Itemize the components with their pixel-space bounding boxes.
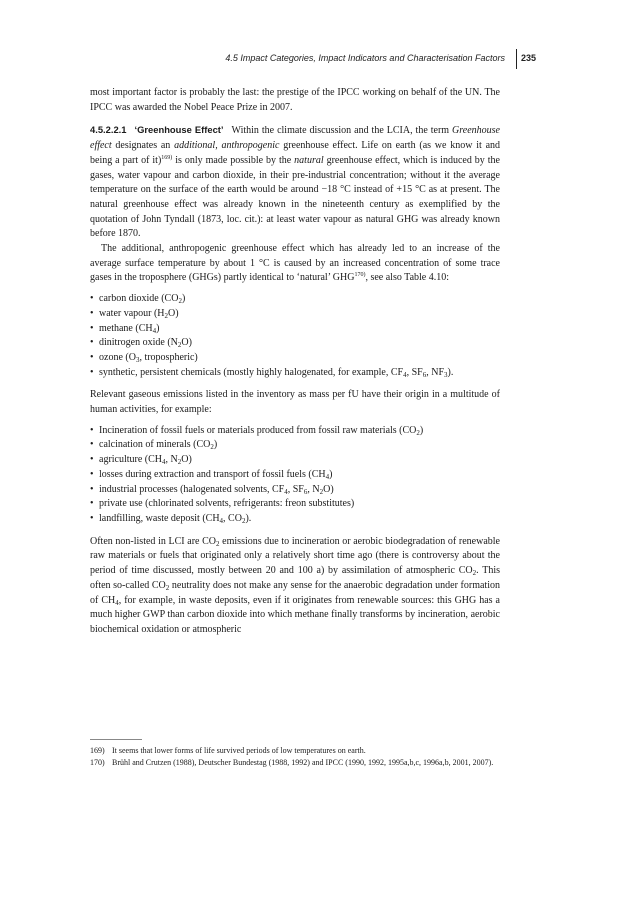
text-span: designates an: [111, 140, 175, 152]
list-item: • losses during extraction and transport of fossil fuels $(CH_4)$: [90, 468, 500, 483]
footnote-ref-170[interactable]: 170): [354, 272, 366, 279]
term-additional-anthropogenic: additional, anthropogenic: [174, 140, 280, 152]
text-span: greenhouse effect. Life on earth (as we know it and being a part of it): [90, 140, 501, 166]
footnote-ref-169[interactable]: 169): [161, 154, 173, 161]
ghg-list: [90, 292, 500, 380]
text-span: , see also Table 4.10:: [365, 272, 450, 284]
list-item: • ozone ($O_3$, tropospheric): [90, 351, 500, 366]
list-item: • landfilling, waste deposit ($CH_4$, $CO_2$).: [90, 512, 500, 527]
text-span: is only made possible by the: [172, 154, 295, 166]
list-item: • industrial processes (halogenated solvents, $CF_4$, $SF_6$, $N_2O$): [90, 483, 500, 498]
term-greenhouse-effect: Greenhouse effect: [90, 125, 500, 152]
footnote-number: 170): [90, 758, 105, 767]
paragraph-intro: most important factor is probably the last: the prestige of the IPCC working on behalf of the UN. The IPCC was awarded the Nobel Peace Prize in 2007.: [90, 87, 500, 113]
footnote-number: 169): [90, 746, 105, 755]
paragraph-greenhouse: [90, 123, 500, 242]
text-span: The additional, anthropogenic greenhouse effect which has already led to an increase of the average surface temperature by about 1 °C is caused by an increased concentration of some trace gases in the troposphere (GHGs) partly identical to ‘natural’ GHG: [90, 243, 500, 284]
section-number: 4.5.2.2.1: [90, 124, 127, 136]
page-number: 235: [521, 53, 537, 63]
section-title: ‘Greenhouse Effect’: [134, 124, 224, 136]
list-item: • water vapour $(H_2O)$: [90, 307, 500, 322]
body-text: [90, 86, 500, 638]
footnote-divider: [90, 739, 142, 740]
text-span: greenhouse effect, which is induced by the gases, water vapour and carbon dioxide, in their pre-industrial concentration; without it the average temperature on the surface of the earth would be around −18 °C instead of +15 °C as at present. The natural greenhouse effect was already known in the nineteenth century as exemplified by the quotation of John Tyndall (1873, loc. cit.): at least water vapour as natural GHG was already known before 1870.: [90, 154, 500, 240]
list-item: • agriculture ($CH_4$, $N_2O$): [90, 453, 500, 468]
list-item: • calcination of minerals $(CO_2)$: [90, 438, 500, 453]
text-span: Within the climate discussion and the LCIA, the term: [231, 125, 453, 137]
list-item: • private use (chlorinated solvents, refrigerants: freon substitutes): [90, 497, 500, 512]
list-item: • dinitrogen oxide $(N_2O)$: [90, 336, 500, 351]
paragraph-anthropogenic: [90, 242, 500, 286]
running-head: [90, 49, 517, 69]
list-item: • Incineration of fossil fuels or materials produced from fossil raw materials $(CO_2)$: [90, 424, 500, 439]
activity-list: [90, 424, 500, 527]
list-item: • carbon dioxide $(CO_2)$: [90, 292, 500, 307]
header-divider: [516, 49, 517, 69]
paragraph-emissions: Relevant gaseous emissions listed in the inventory as mass per fU have their origin in a multitude of human activities, for example:: [90, 389, 500, 416]
footnote-169: [90, 745, 502, 757]
footnotes: [90, 745, 502, 769]
running-title: 4.5 Impact Categories, Impact Indicators and Characterisation Factors: [225, 53, 505, 63]
list-item: • synthetic, persistent chemicals (mostly highly halogenated, for example, $CF_4$, $SF_6$, $NF_3$).: [90, 366, 500, 381]
term-natural: natural: [294, 154, 324, 166]
footnote-170: [90, 757, 502, 769]
paragraph-co2-neutrality: Often non-listed in LCI are $CO_2$ emissions due to incineration or aerobic biodegradation of renewable raw materials or fuels that originated only a relatively short time ago (there is controversy about the period of time discussed, mostly between 20 and 100 a) by assimilation of atmospheric $CO_2$. This often so-called $CO_2$ neutrality does not make any sense for the anaerobic degradation under formation of $CH_4$, for example, in waste deposits, even if it originates from renewable sources: this GHG has a much higher GWP than carbon dioxide into which methane finally transforms by incineration, aerobic biochemical oxidation or atmospheric: [90, 535, 500, 635]
footnote-text: It seems that lower forms of life survived periods of low temperatures on earth.: [112, 746, 366, 755]
list-item: • methane $(CH_4)$: [90, 322, 500, 337]
footnote-text: Brühl and Crutzen (1988), Deutscher Bundestag (1988, 1992) and IPCC (1990, 1992, 1995a,b,c, 1996a,b, 2001, 2007).: [112, 758, 494, 767]
